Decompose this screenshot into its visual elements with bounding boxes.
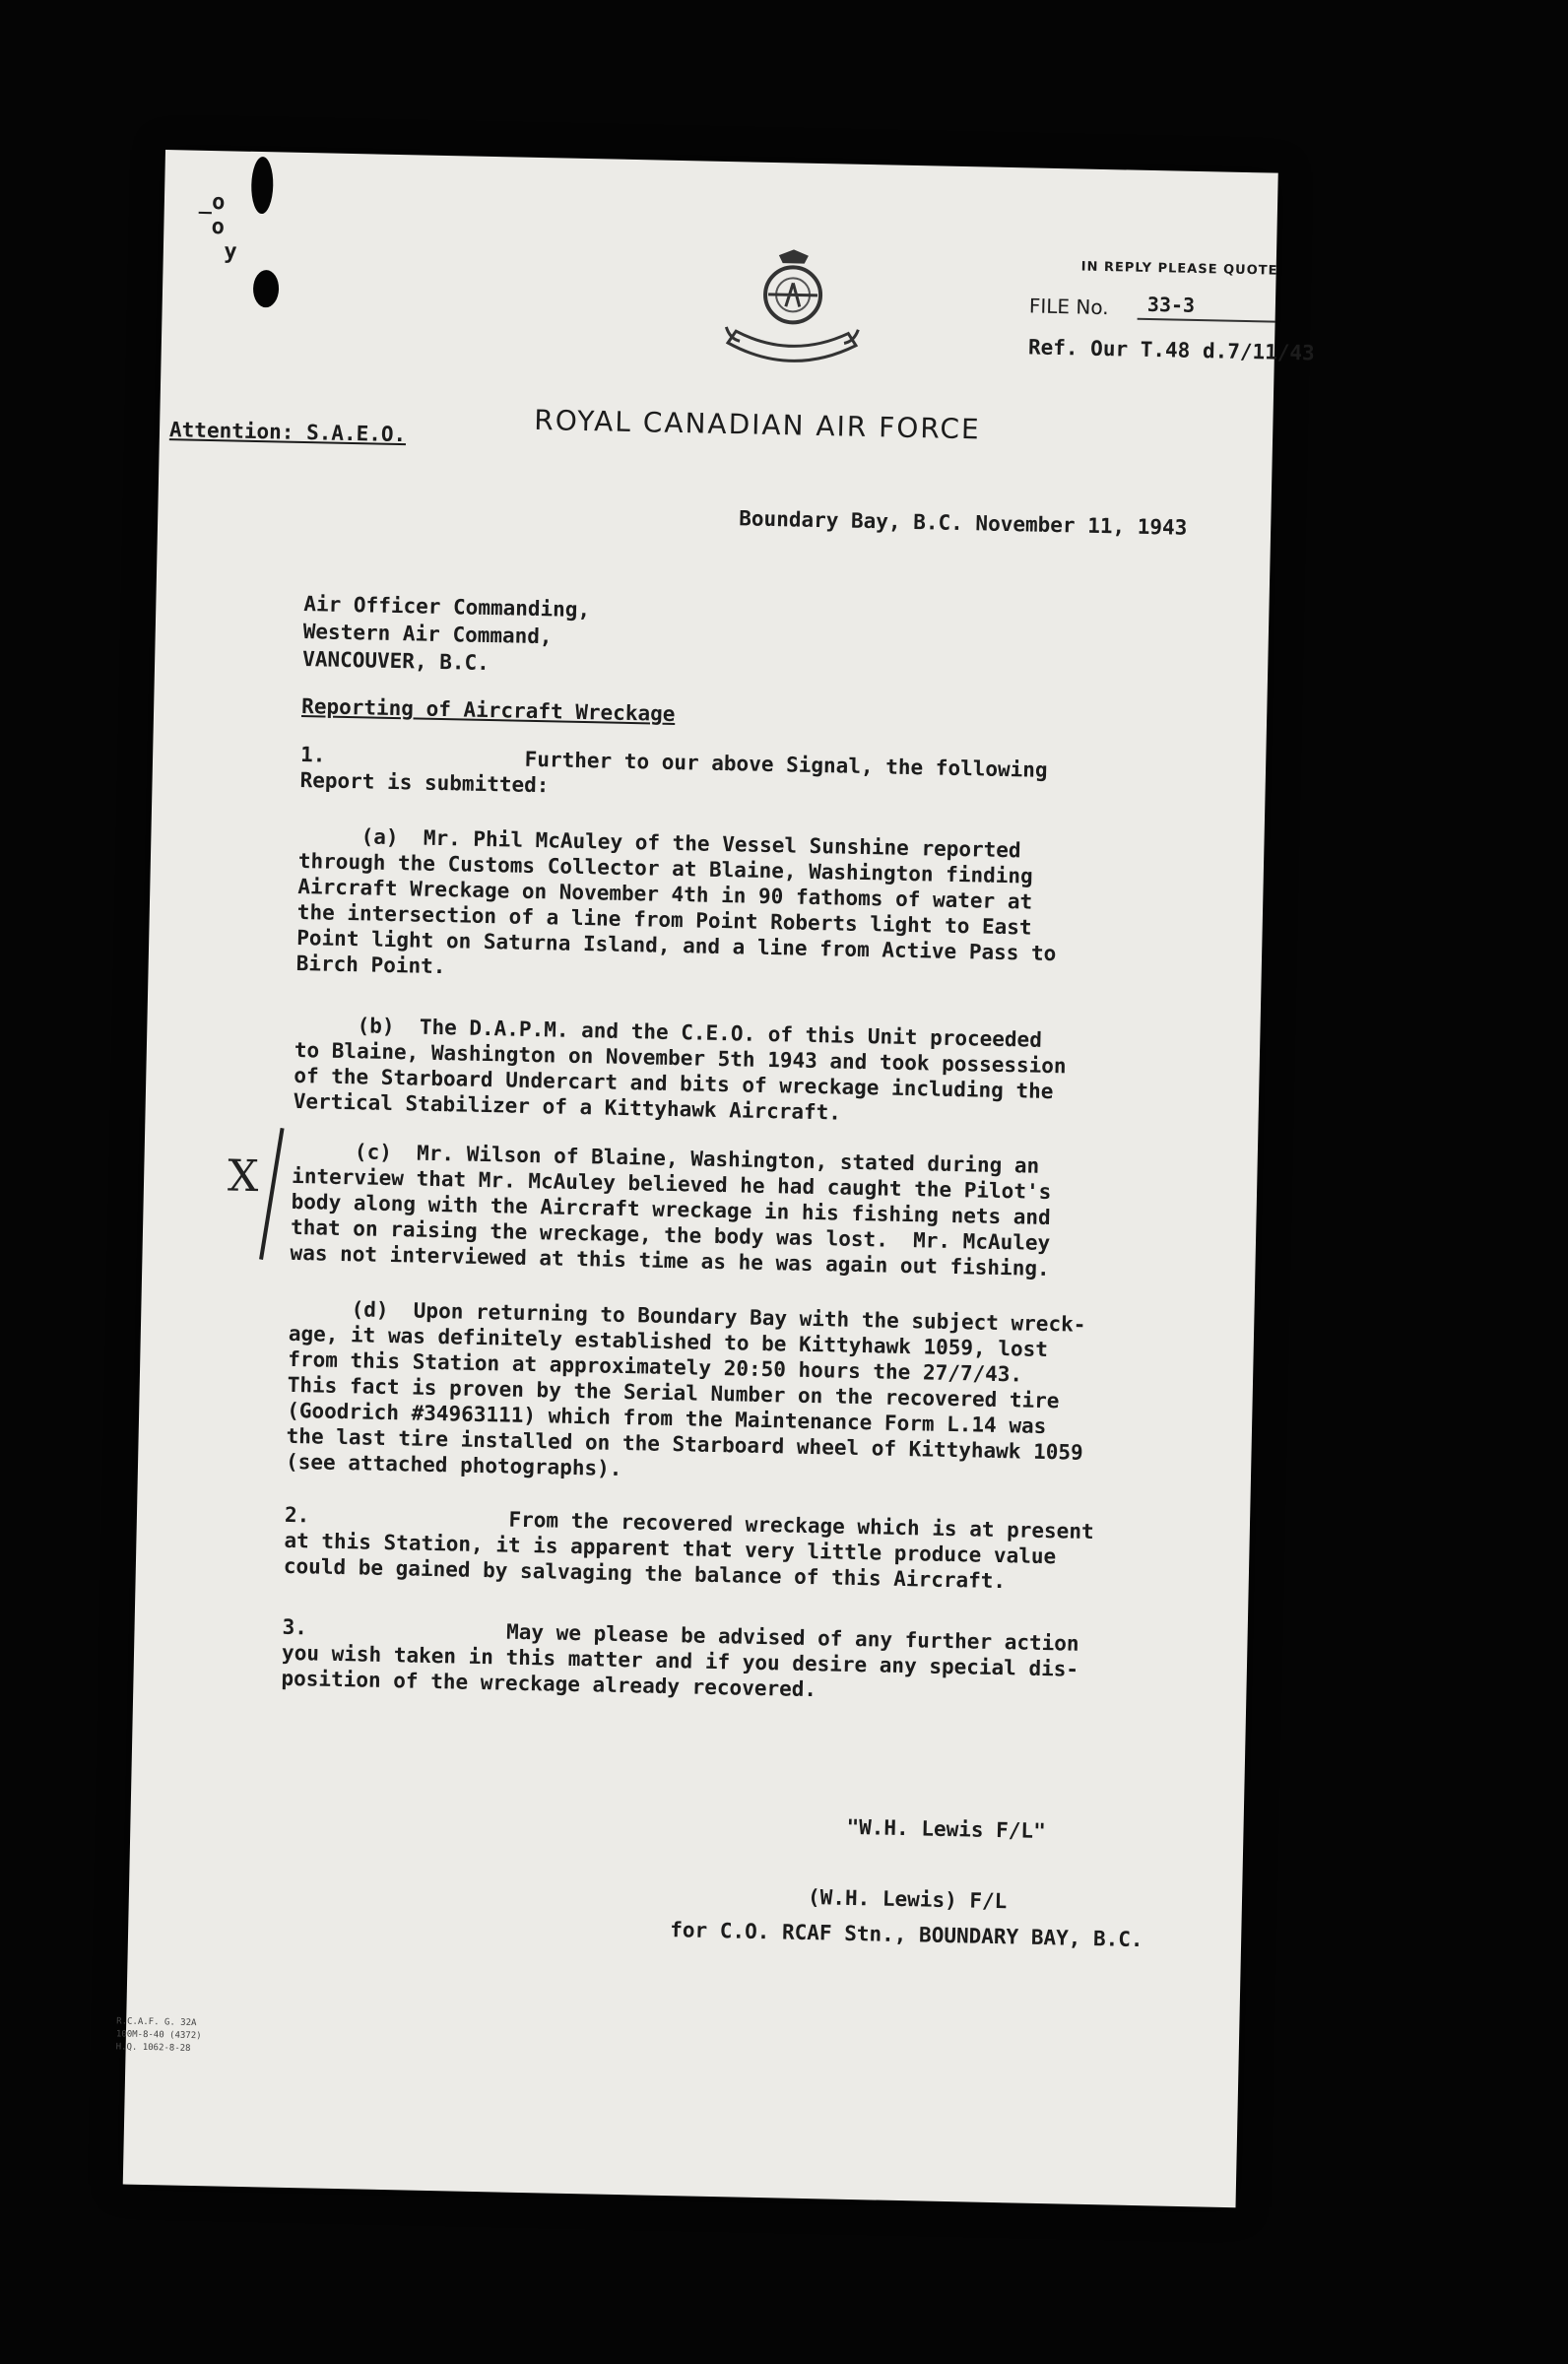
paragraph-1a: (a) Mr. Phil McAuley of the Vessel Sunshine reported through the Customs Collector at Blaine, Washington finding Aircraft Wreckage on November 4th in 90 fathoms of water at the intersection of a line from Point Roberts light to East Point light on Saturna Island, and a line from Active Pass to Birch Point. <box>295 822 1057 979</box>
recipient-address: Air Officer Commanding, Western Air Command, VANCOUVER, B.C. <box>301 592 591 675</box>
letterhead-title: ROYAL CANADIAN AIR FORCE <box>533 403 981 446</box>
punch-hole <box>251 157 274 214</box>
subject-line: Reporting of Aircraft Wreckage <box>300 694 676 726</box>
paragraph-1b: (b) The D.A.P.M. and the C.E.O. of this Unit proceeded to Blaine, Washington on November 5th 1943 and took possession of the Starboard Undercart and bits of wreckage including the Vertical Stabilizer of a Kittyhawk Aircraft. <box>293 1012 1067 1125</box>
paragraph-1: 1. Further to our above Signal, the following Report is submitted: <box>299 743 1048 798</box>
paragraph-2: 2. From the recovered wreckage which is at present at this Station, it is apparent that very little produce value could be gained by salvaging the balance of this Aircraft. <box>283 1502 1094 1594</box>
file-label: FILE No. <box>1028 294 1109 320</box>
corner-routing-mark: _o o y <box>197 189 237 265</box>
punch-hole <box>253 270 280 308</box>
margin-line <box>259 1128 285 1260</box>
paragraph-1d: (d) Upon returning to Boundary Bay with the subject wreck- age, it was definitely established to be Kittyhawk 1059, lost from this Station at approximately 20:50 hours the 27/7/43. This fact is proven by the Serial Number on the recovered tire (Goodrich #34963111) which from the Maintenance Form L.14 was the last tire installed on the Starboard wheel of Kittyhawk 1059 (see attached photographs). <box>285 1295 1086 1480</box>
date-line: Boundary Bay, B.C. November 11, 1943 <box>739 506 1188 540</box>
reply-label: IN REPLY PLEASE QUOTE <box>1080 259 1278 279</box>
file-underline <box>1138 318 1275 323</box>
paragraph-3: 3. May we please be advised of any further action you wish taken in this matter and if you desire any special dis- position of the wreckage already recovered. <box>281 1614 1079 1702</box>
reference-line: Ref. Our T.48 d.7/11/43 <box>1027 335 1315 365</box>
form-footer: R.C.A.F. G. 32A 100M-8-40 (4372) H.Q. 1062-8-28 <box>115 2016 202 2054</box>
margin-x-mark: X <box>227 1150 260 1203</box>
document-page <box>115 150 1315 2207</box>
attention-line: Attention: S.A.E.O. <box>168 418 407 447</box>
paragraph-1c: (c) Mr. Wilson of Blaine, Washington, stated during an interview that Mr. McAuley believed he had caught the Pilot's body along with the Aircraft wreckage in his fishing nets and that on raising the wreckage, the body was lost. Mr. McAuley was not interviewed at this time as he was again out fishing. <box>290 1138 1052 1281</box>
signature-block: "W.H. Lewis F/L" (W.H. Lewis) F/L for C.O. RCAF Stn., BOUNDARY BAY, B.C. <box>670 1811 1143 1952</box>
file-number: 33-3 <box>1146 292 1196 317</box>
rcaf-crest-icon <box>718 248 868 369</box>
